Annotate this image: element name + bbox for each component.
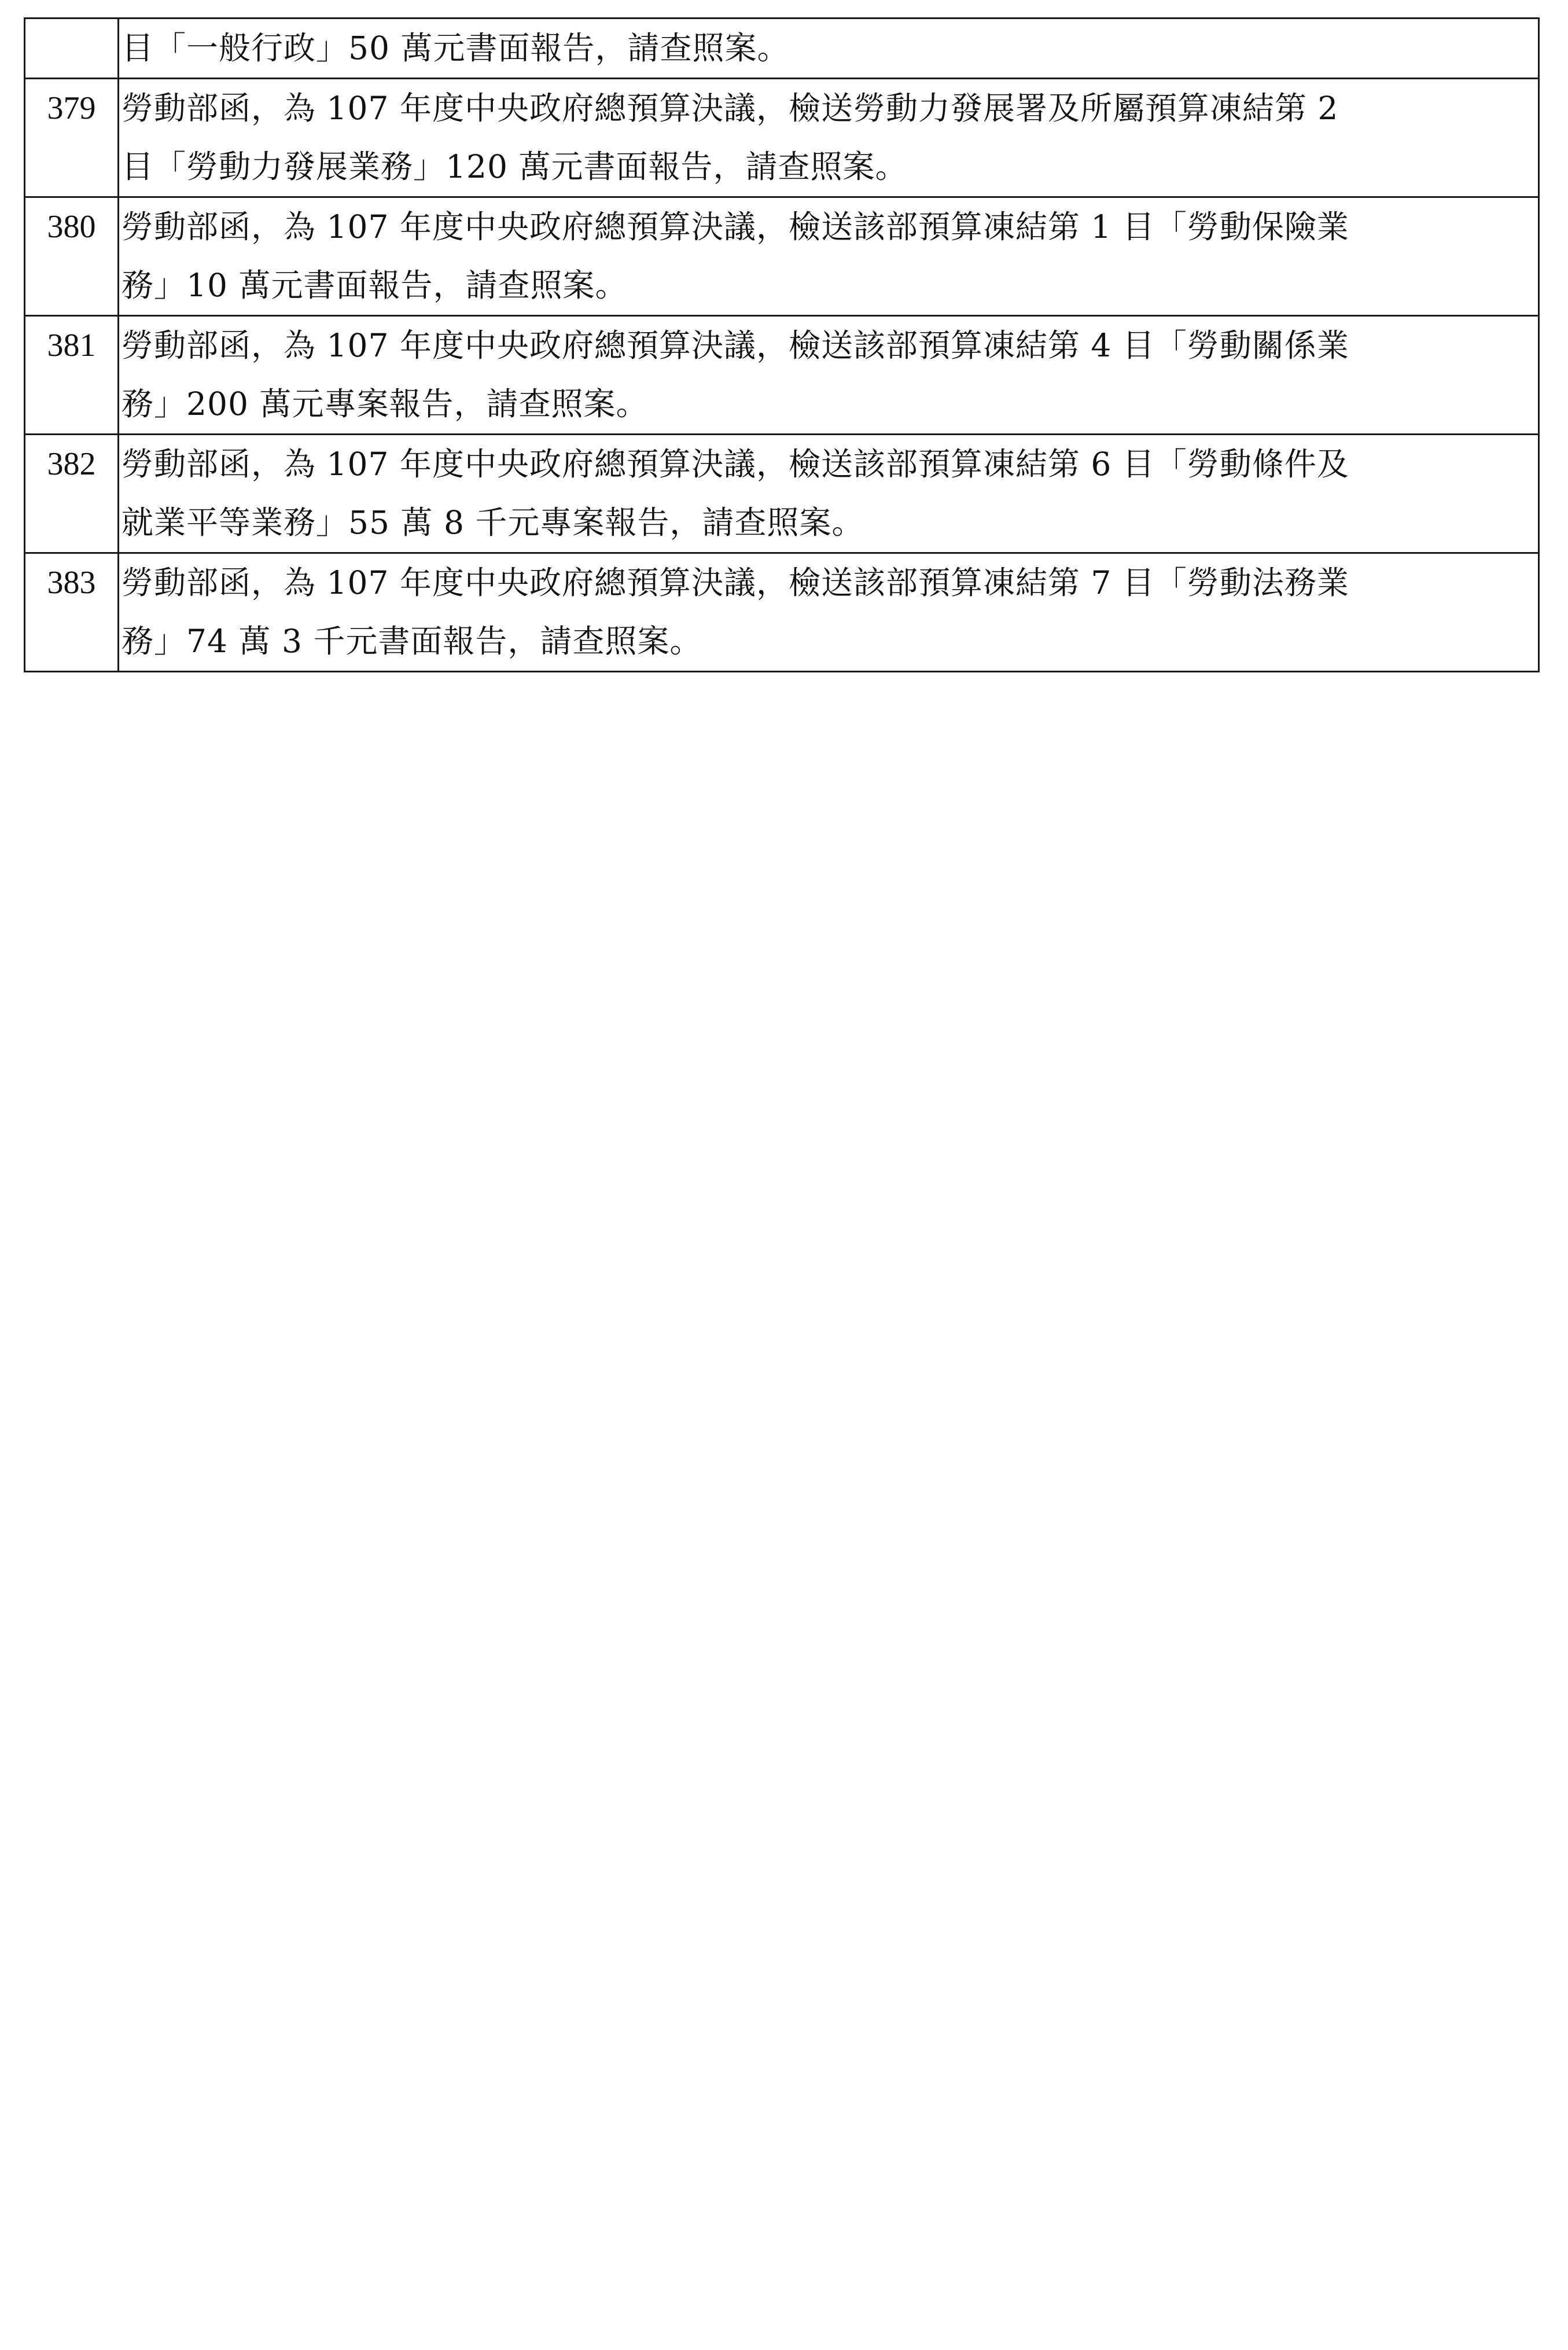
- item-text-line: 勞動部函，為 107 年度中央政府總預算決議，檢送該部預算凍結第 1 目「勞動保險業: [122, 208, 1349, 245]
- item-text-line: 目「勞動力發展業務」120 萬元書面報告，請查照案。: [122, 148, 908, 185]
- item-number: 379: [25, 79, 119, 197]
- item-text-line: 勞動部函，為 107 年度中央政府總預算決議，檢送該部預算凍結第 6 目「勞動條件及: [122, 446, 1349, 483]
- item-text: [119, 79, 1539, 197]
- item-number: 382: [25, 435, 119, 553]
- item-number: [25, 19, 119, 79]
- table-row: [25, 197, 1539, 316]
- item-text: [119, 553, 1539, 672]
- item-text-line: 目「一般行政」50 萬元書面報告，請查照案。: [122, 30, 790, 67]
- item-number: 381: [25, 316, 119, 435]
- item-text-line: 勞動部函，為 107 年度中央政府總預算決議，檢送該部預算凍結第 7 目「勞動法務業: [122, 564, 1349, 601]
- item-text-line: 務」74 萬 3 千元書面報告，請查照案。: [122, 623, 702, 660]
- item-number: 383: [25, 553, 119, 672]
- table-row: [25, 79, 1539, 197]
- item-text: [119, 435, 1539, 553]
- item-text-line: 勞動部函，為 107 年度中央政府總預算決議，檢送勞動力發展署及所屬預算凍結第 2: [122, 90, 1339, 127]
- item-text: [119, 316, 1539, 435]
- table-row: [25, 316, 1539, 435]
- table-row: [25, 435, 1539, 553]
- table-row: [25, 553, 1539, 672]
- item-text-line: 務」10 萬元書面報告，請查照案。: [122, 267, 628, 304]
- item-text-line: 務」200 萬元專案報告，請查照案。: [122, 385, 649, 422]
- table-row: [25, 19, 1539, 79]
- item-text-line: 勞動部函，為 107 年度中央政府總預算決議，檢送該部預算凍結第 4 目「勞動關係業: [122, 327, 1349, 364]
- item-text: [119, 19, 1539, 79]
- item-number: 380: [25, 197, 119, 316]
- item-text: [119, 197, 1539, 316]
- agenda-table: [24, 17, 1540, 672]
- item-text-line: 就業平等業務」55 萬 8 千元專案報告，請查照案。: [122, 504, 864, 541]
